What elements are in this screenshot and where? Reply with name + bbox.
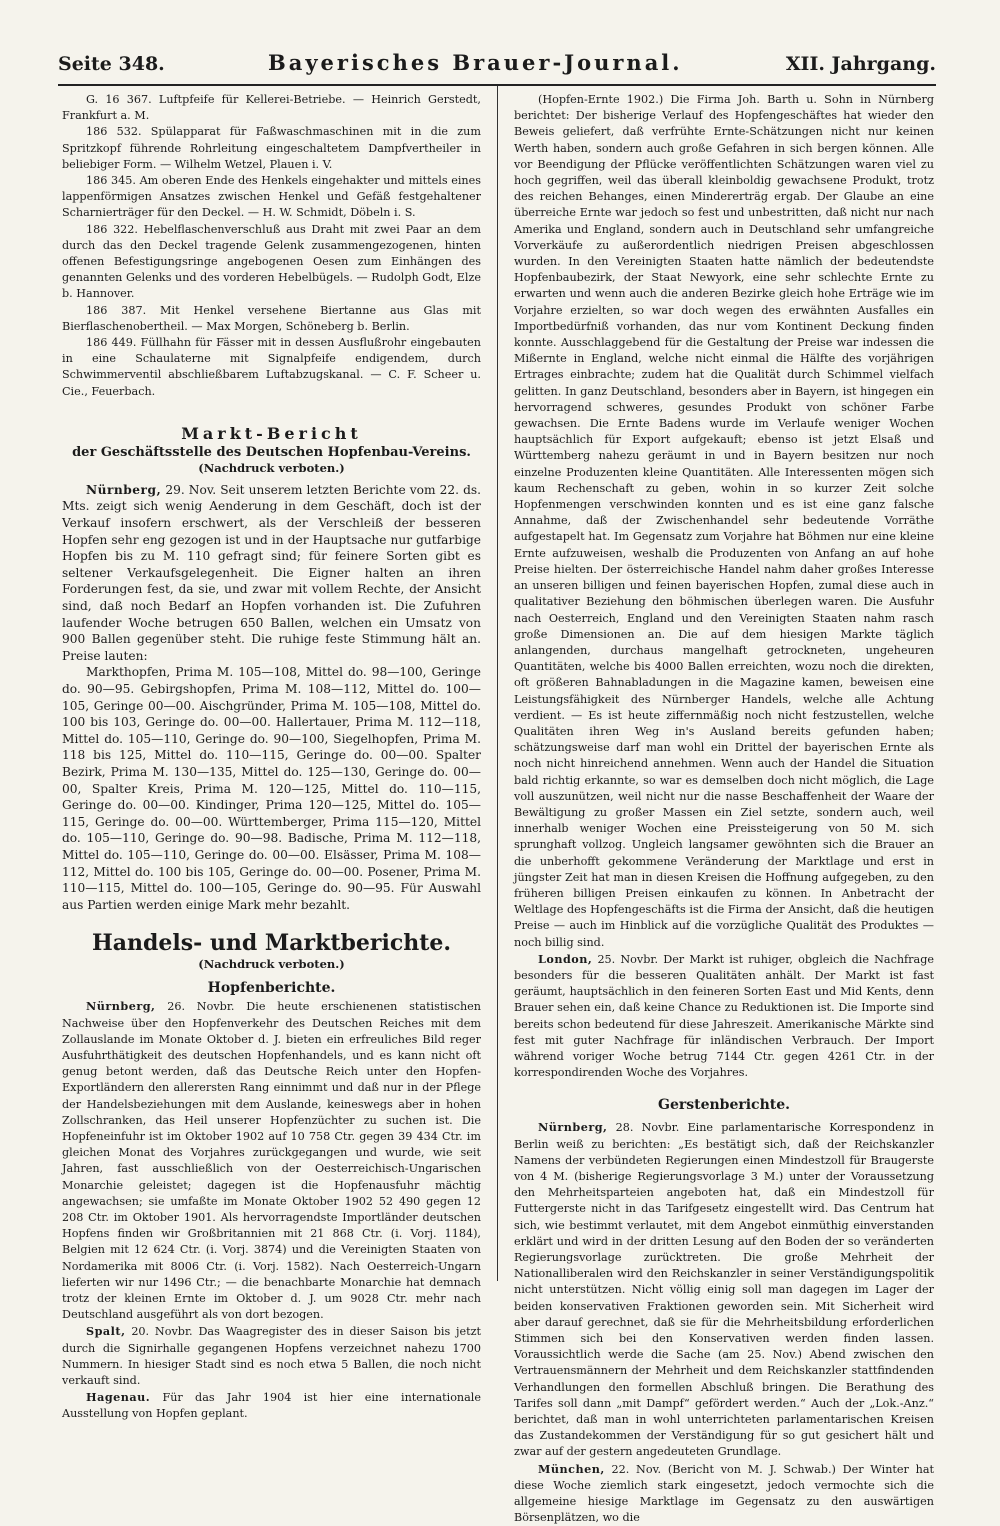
reprint-notice: (Nachdruck verboten.) — [198, 957, 345, 972]
report-text: 26. Novbr. Die heute erschienenen statistischen Nachweise über den Hopfenverkehr des Deutschen Reiches mit dem Zollauslande im Monate Oktober d. J. bieten ein erfreuliches Bild reger Ausfuhrthätigkeit des deutschen Hopfenhandels, und es kann nicht oft genug betont werden, daß das Deutsche Reich unter den Hopfen-Exportländern den allerersten Rang einnimmt und daß nur in der Pflege der Handelsbeziehungen mit dem Auslande, keineswegs aber in hohen Zollschranken, das Heil unserer Hopfenzüchter zu suchen ist. Die Hopfeneinfuhr ist im Oktober 1902 auf 10 758 Ctr. gegen 39 434 Ctr. im gleichen Monat des Vorjahres zurückgegangen und wurde, wie seit Jahren, fast ausschließlich von der Oesterreichisch-Ungarischen Monarchie geleistet; dagegen ist die Hopfenausfuhr mächtig angewachsen; sie umfaßte im Monate Oktober 1902 52 490 gegen 12 208 Ctr. im Oktober 1901. Als hervorragendste Importländer deutschen Hopfens finden wir Großbritannien mit 21 868 Ctr. (i. Vorj. 1184), Belgien mit 12 624 Ctr. (i. Vorj. 3874) und die Vereinigten Staaten von Nordamerika mit 8006 Ctr. (i. Vorj. 1582). Nach Oesterreich-Ungarn lieferten wir nur 1496 Ctr.; — die benachbarte Monarchie hat demnach trotz der kleinen Ernte im Oktober d. J. um 9028 Ctr. mehr nach Deutschland ausgeführt als von dort bezogen. — [62, 1000, 481, 1322]
patent-entry: 186 345. Am oberen Ende des Henkels eingehakter und mittels eines lappenförmigen Ansatzes zwischen Henkel und Gefäß festgehaltener Scharnierträger für den Deckel. — H. W. Schmidt, Döbeln i. S. — [62, 174, 481, 220]
report-text: 22. Nov. (Bericht von M. J. Schwab.) Der Winter hat diese Woche ziemlich stark eingesetzt, jedoch vermochte sich die allgemeine hiesige Marktlage im Gegensatz zu den auswärtigen Börsenplätzen, wo die — [514, 1462, 934, 1525]
report-paragraph — [62, 1323, 481, 1389]
text-columns — [58, 86, 936, 1525]
report-text: Für das Jahr 1904 ist hier eine internationale Ausstellung von Hopfen geplant. — [62, 1391, 482, 1421]
dateline-place: Nürnberg, — [86, 482, 162, 497]
price-list: Markthopfen, Prima M. 105—108, Mittel do. 98—100, Geringe do. 90—95. Gebirgshopfen, Prima M. 108—112, Mittel do. 100—105, Geringe 00—00. Aischgründer, Prima M. 105—108, Mittel do. 100 bis 103, Geringe do. 00—00. Hallertauer, Prima M. 112—118, Mittel do. 105—110, Geringe do. 90—100, Siegelhopfen, Prima M. 118 bis 125, Mittel do. 110—115, Geringe do. 00—00. Spalter Bezirk, Prima M. 130—135, Mittel do. 125—130, Geringe do. 00—00, Spalter Kreis, Prima M. 120—125, Mittel do. 110—115, Geringe do. 00—00. Kindinger, Prima 120—125, Mittel do. 105—115, Geringe do. 00—00. Württemberger, Prima 115—120, Mittel do. 105—110, Geringe do. 90—98. Badische, Prima M. 112—118, Mittel do. 105—110, Geringe do. 00—00. Elsässer, Prima M. 108—112, Mittel do. 100 bis 105, Geringe do. 00—00. Posener, Prima M. 110—115, Mittel do. 100—105, Geringe do. 90—95. Für Auswahl aus Partien werden einige Mark mehr bezahlt. — [62, 665, 481, 912]
report-paragraph — [62, 998, 481, 1323]
report-text: 20. Novbr. Das Waagregister des in dieser Saison bis jetzt durch die Signirhalle gegangenen Hopfens verzeichnet nahezu 1700 Nummern. In hiesiger Stadt sind es noch etwa 5 Ballen, die noch nicht verkauft sind. — [62, 1325, 481, 1387]
report-paragraph: (Hopfen-Ernte 1902.) Die Firma Joh. Barth u. Sohn in Nürnberg berichtet: Der bisherige Verlauf des Hopfengeschäftes hat wieder den Beweis geliefert, daß verfrühte Ernte-Schätzungen nicht nur keinen Werth haben, sondern auch große Gefahren in sich bergen können. Alle vor Beendigung der Pflücke veröffentlichten Schätzungen waren viel zu hoch gegriffen, weil das überall kleinboldig gewachsene Produkt, trotz des reichen Behanges, einen Mindererträg ergab. Der Glaube an eine überreiche Ernte war jedoch so fest und unbestritten, daß nicht nur nach Amerika und England, sondern auch in Deutschland sehr umfangreiche Vorverkäufe zu außerordentlich niedrigen Preisen abgeschlossen wurden. In den Vereinigten Staaten hatte nämlich der bedeutendste Hopfenbaubezirk, der Staat Newyork, eine sehr schlechte Ernte zu erwarten und wenn auch die anderen Bezirke gleich hohe Erträge wie im Vorjahre erzielten, so war doch wegen des erwähnten Ausfalles ein Importbedürfniß vorhanden, das nur vom Kontinent Deckung finden konnte. Ausschlaggebend für die Gestaltung der Preise war indessen die Mißernte in England, welche nicht einmal die Hälfte des vorjährigen Ertrages einbrachte; zudem hat die Qualität durch Schimmel vielfach gelitten. In ganz Deutschland, besonders aber in Bayern, ist hingegen ein hervorragend schweres, gesundes Produkt von schöner Farbe gewachsen. Die Ernte Badens wurde im Verlaufe weniger Wochen hauptsächlich für Export aufgekauft; ebenso ist jetzt Elsaß und Württemberg nahezu geräumt in und in Bayern besitzen nur noch einzelne Produzenten kleine Quantitäten. Alle Interessenten mögen sich kaum Rechenschaft zu geben, wohin in so kurzer Zeit solche Hopfenmengen verschwinden konnten und es ist eine ganz falsche Annahme, daß der Zwischenhandel sehr bedeutende Vorräthe aufgestapelt hat. Im Gegensatz zum Vorjahre hat Böhmen nur eine kleine Ernte aufzuweisen, weshalb die Produzenten von Anfang an auf hohe Preise hielten. Der österreichische Handel nahm daher großes Interesse an unseren billigen und feinen bayerischen Hopfen, zumal diese auch in qualitativer Beziehung den böhmischen überlegen waren. Die Ausfuhr nach Oesterreich, England und den Vereinigten Staaten nahm rasch große Dimensionen an. Die auf dem hiesigen Markte täglich anlangenden, durchaus mangelhaft getrockneten, ungeheuren Quantitäten, welche bis 4000 Ballen erreichten, wozu noch die direkten, oft größeren Bahnabladungen in die Magazine kamen, beweisen eine Leistungsfähigkeit des Nürnberger Handels, welche alle Achtung verdient. — Es ist heute ziffernmäßig noch nicht festzustellen, welche Qualitäten ihren Weg in's Ausland bereits gefunden haben; schätzungsweise darf man wohl ein Drittel der bayerischen Ernte als noch nicht hinreichend annehmen. Wenn auch der Handel die Situation bald richtig erkannte, so war es demselben doch nicht möglich, die Lage voll auszunützen, weil nicht nur die nasse Beschaffenheit der Waare der Bewältigung zu großer Massen ein Ziel setzte, sondern auch, weil innerhalb weniger Wochen eine Preissteigerung von 50 M. sich sprunghaft vollzog. Ungleich langsamer gewöhnten sich die Brauer an die unberhofft gekommene Veränderung der Marktlage und erst in jüngster Zeit hat man in diesen Kreisen die Hoffnung aufgegeben, zu den früheren billigen Preisen einkaufen zu können. In Anbetracht der Weltlage des Hopfengeschäfts ist die Firma der Ansicht, daß die heutigen Preise — auch im Hinblick auf die vorzügliche Qualität des Produktes — noch billig sind. — [514, 93, 934, 949]
patent-entry: 186 449. Füllhahn für Fässer mit in dessen Ausflußrohr eingebauten in eine Schaulaterne mit Signalpfeife endigendem, durch Schwimmerventil abschließbarem Luftabzugskanal. — C. F. Scheer u. Cie., Feuerbach. — [62, 336, 481, 398]
dateline-place: Nürnberg, — [538, 1120, 608, 1135]
report-text: 25. Novbr. Der Markt ist ruhiger, obgleich die Nachfrage besonders für die besseren Qualitäten anhält. Der Markt ist fast geräumt, hauptsächlich in den feineren Sorten East und Mid Kents, denn Brauer sehen ein, daß keine Chance zu Reduktionen ist. Die Importe sind bereits schon bedeutend für diese Jahreszeit. Amerikanische Märkte sind fest mit guter Nachfrage für inländischen Verbrauch. Der Import während voriger Woche betrug 7144 Ctr. gegen 4261 Ctr. in der korrespondirenden Woche des Vorjahres. — [514, 952, 934, 1080]
report-paragraph — [514, 1461, 934, 1526]
market-report-title: Markt-Bericht — [181, 423, 362, 443]
dateline-place: London, — [538, 951, 593, 966]
dateline-place: Hagenau. — [86, 1390, 151, 1405]
report-paragraph — [514, 951, 934, 1082]
market-report-paragraph — [62, 482, 481, 665]
barley-reports-heading: Gerstenberichte. — [657, 1097, 790, 1114]
market-report-society: der Geschäftsstelle des Deutschen Hopfenbau-Vereins. — [72, 444, 471, 460]
dateline-place: Nürnberg, — [86, 999, 156, 1014]
dateline-place: München, — [538, 1461, 605, 1476]
left-column — [58, 86, 497, 1421]
report-text: 28. Novbr. Eine parlamentarische Korrespondenz in Berlin weiß zu berichten: „Es bestätigt sich, daß der Reichskanzler Namens der verbündeten Regierungen einen Mindestzoll für Braugerste von 4 M. (bisherige Regierungsvorlage 3 M.) unter der Voraussetzung den Mehrheitsparteien angeboten hat, daß ein Mindestzoll für Futtergerste nicht in das Tarifgesetz eingestellt wird. Das Centrum hat sich, wie bestimmt verlautet, mit dem Angebot einmüthig einverstanden erklärt und wird in der dritten Lesung auf den Boden der so veränderten Regierungsvorlage zurücktreten. Die große Mehrheit der Nationalliberalen wird den Reichskanzler in seiner Verständigungspolitik nicht unterstützen. Nicht völlig einig soll man dagegen im Lager der beiden konservativen Fraktionen geworden sein. Mit Sicherheit wird aber darauf gerechnet, daß sie für die Mehrheitsbildung erforderlichen Stimmen sich bei den Konservativen werden finden lassen. Voraussichtlich werde die Sache (am 25. Nov.) Abend zwischen den Vertrauensmännern der Mehrheit und dem Reichskanzler stattfindenden Verhandlungen den formellen Abschluß bringen. Die Berathung des Tarifes soll dann „mit Dampf“ gefördert werden.“ Auch der „Lok.-Anz.“ berichtet, daß man in wohl unterrichteten parlamentarischen Kreisen das Zustandekommen der Verständigung für so gut gesichert hält und zwar auf der gestern angedeuteten Grundlage. — [514, 1121, 934, 1459]
journal-title: Bayerisches Brauer-Journal. — [268, 50, 683, 75]
patent-entry: 186 322. Hebelflaschenverschluß aus Draht mit zwei Paar an dem durch das den Deckel tragende Gelenk zusammengezogenen, hinten offenen Befestigungsringe angebogenen Oesen zum Einhängen des genannten Gelenks und des vorderen Hebelbügels. — Rudolph Godt, Elze b. Hannover. — [62, 222, 481, 301]
running-head — [58, 50, 936, 82]
trade-reports-heading: Handels- und Marktberichte. — [91, 930, 452, 957]
patent-entry: 186 387. Mit Henkel versehene Biertanne aus Glas mit Bierflaschenobertheil. — Max Morgen, Schöneberg b. Berlin. — [62, 303, 481, 333]
dateline-place: Spalt, — [86, 1324, 126, 1339]
report-paragraph — [62, 1389, 481, 1422]
reprint-notice: (Nachdruck verboten.) — [198, 460, 345, 475]
page-number: Seite 348. — [58, 53, 165, 75]
patent-entry: G. 16 367. Luftpfeife für Kellerei-Betriebe. — Heinrich Gerstedt, Frankfurt a. M. — [62, 93, 481, 123]
market-report-text: 29. Nov. Seit unserem letzten Berichte vom 22. ds. Mts. zeigt sich wenig Aenderung in dem Geschäft, doch ist der Verkauf insofern erschwert, als der Verschleiß der besseren Hopfen sehr eng gezogen ist und in der Hauptsache nur gutfarbige Hopfen bis zu M. 110 gefragt sind; für feinere Sorten gibt es seltener Verkaufsgelegenheit. Die Eigner halten an ihren Forderungen fest, da sie, und zwar mit vollem Rechte, der Ansicht sind, daß noch Bedarf an Hopfen vorhanden ist. Die Zufuhren laufender Woche betrugen 650 Ballen, welchen ein Umsatz von 900 Ballen gegenüber steht. Die ruhige feste Stimmung hält an. Preise lauten: — [62, 482, 482, 663]
report-paragraph — [514, 1119, 934, 1460]
patent-entry: 186 532. Spülapparat für Faßwaschmaschinen mit in die zum Spritzkopf führende Rohrleitung eingeschaltetem Dampfvertheiler in beliebiger Form. — Wilhelm Wetzel, Plauen i. V. — [62, 125, 481, 171]
volume-label: XII. Jahrgang. — [785, 53, 936, 75]
hop-reports-heading: Hopfenberichte. — [207, 980, 336, 997]
right-column — [497, 86, 936, 1525]
